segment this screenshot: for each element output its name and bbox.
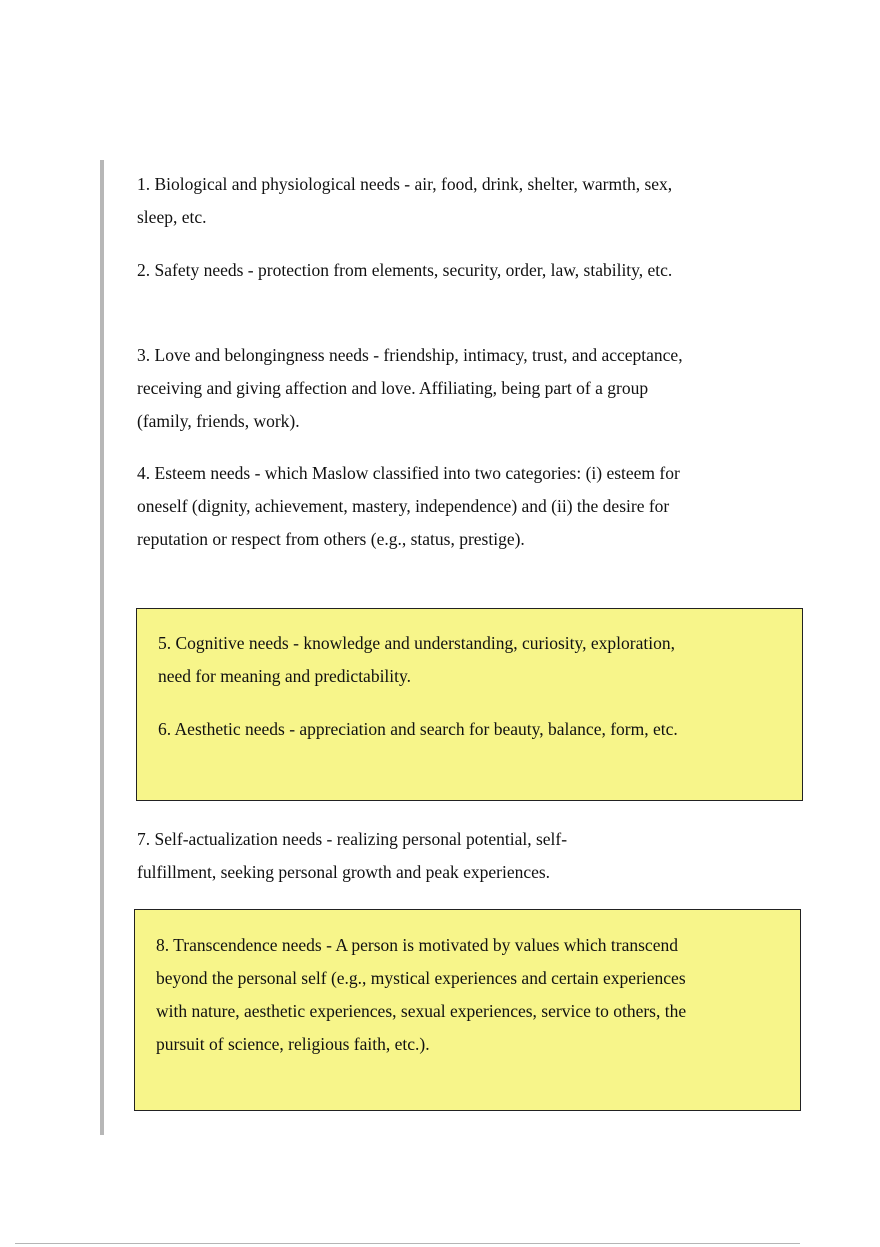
highlight-box-cognitive-aesthetic bbox=[136, 608, 803, 801]
need-safety: 2. Safety needs - protection from elements, security, order, law, stability, etc. bbox=[137, 260, 673, 280]
need-love-belonging: 3. Love and belongingness needs - friendship, intimacy, trust, and acceptance, receiving and giving affection and love. Affiliating, being part of a group (family, friends, work). bbox=[137, 345, 683, 431]
highlight-box-transcendence bbox=[134, 909, 801, 1111]
need-aesthetic: 6. Aesthetic needs - appreciation and search for beauty, balance, form, etc. bbox=[158, 719, 678, 739]
need-cognitive: 5. Cognitive needs - knowledge and understanding, curiosity, exploration, need for meaning and predictability. bbox=[158, 633, 675, 686]
left-margin-rule bbox=[100, 160, 104, 1135]
need-transcendence: 8. Transcendence needs - A person is motivated by values which transcend beyond the personal self (e.g., mystical experiences and certain experiences with nature, aesthetic experiences, sexual experiences, service to others, the pursuit of science, religious faith, etc.). bbox=[156, 935, 687, 1054]
need-biological: 1. Biological and physiological needs - air, food, drink, shelter, warmth, sex, sleep, etc. bbox=[137, 174, 673, 227]
need-esteem: 4. Esteem needs - which Maslow classified into two categories: (i) esteem for oneself (dignity, achievement, mastery, independence) and (ii) the desire for reputation or respect from others (e.g., status, prestige). bbox=[137, 463, 680, 549]
page-bottom-rule bbox=[15, 1243, 800, 1244]
need-self-actualization: 7. Self-actualization needs - realizing personal potential, self-fulfillment, seeking personal growth and peak experiences. bbox=[137, 829, 568, 882]
